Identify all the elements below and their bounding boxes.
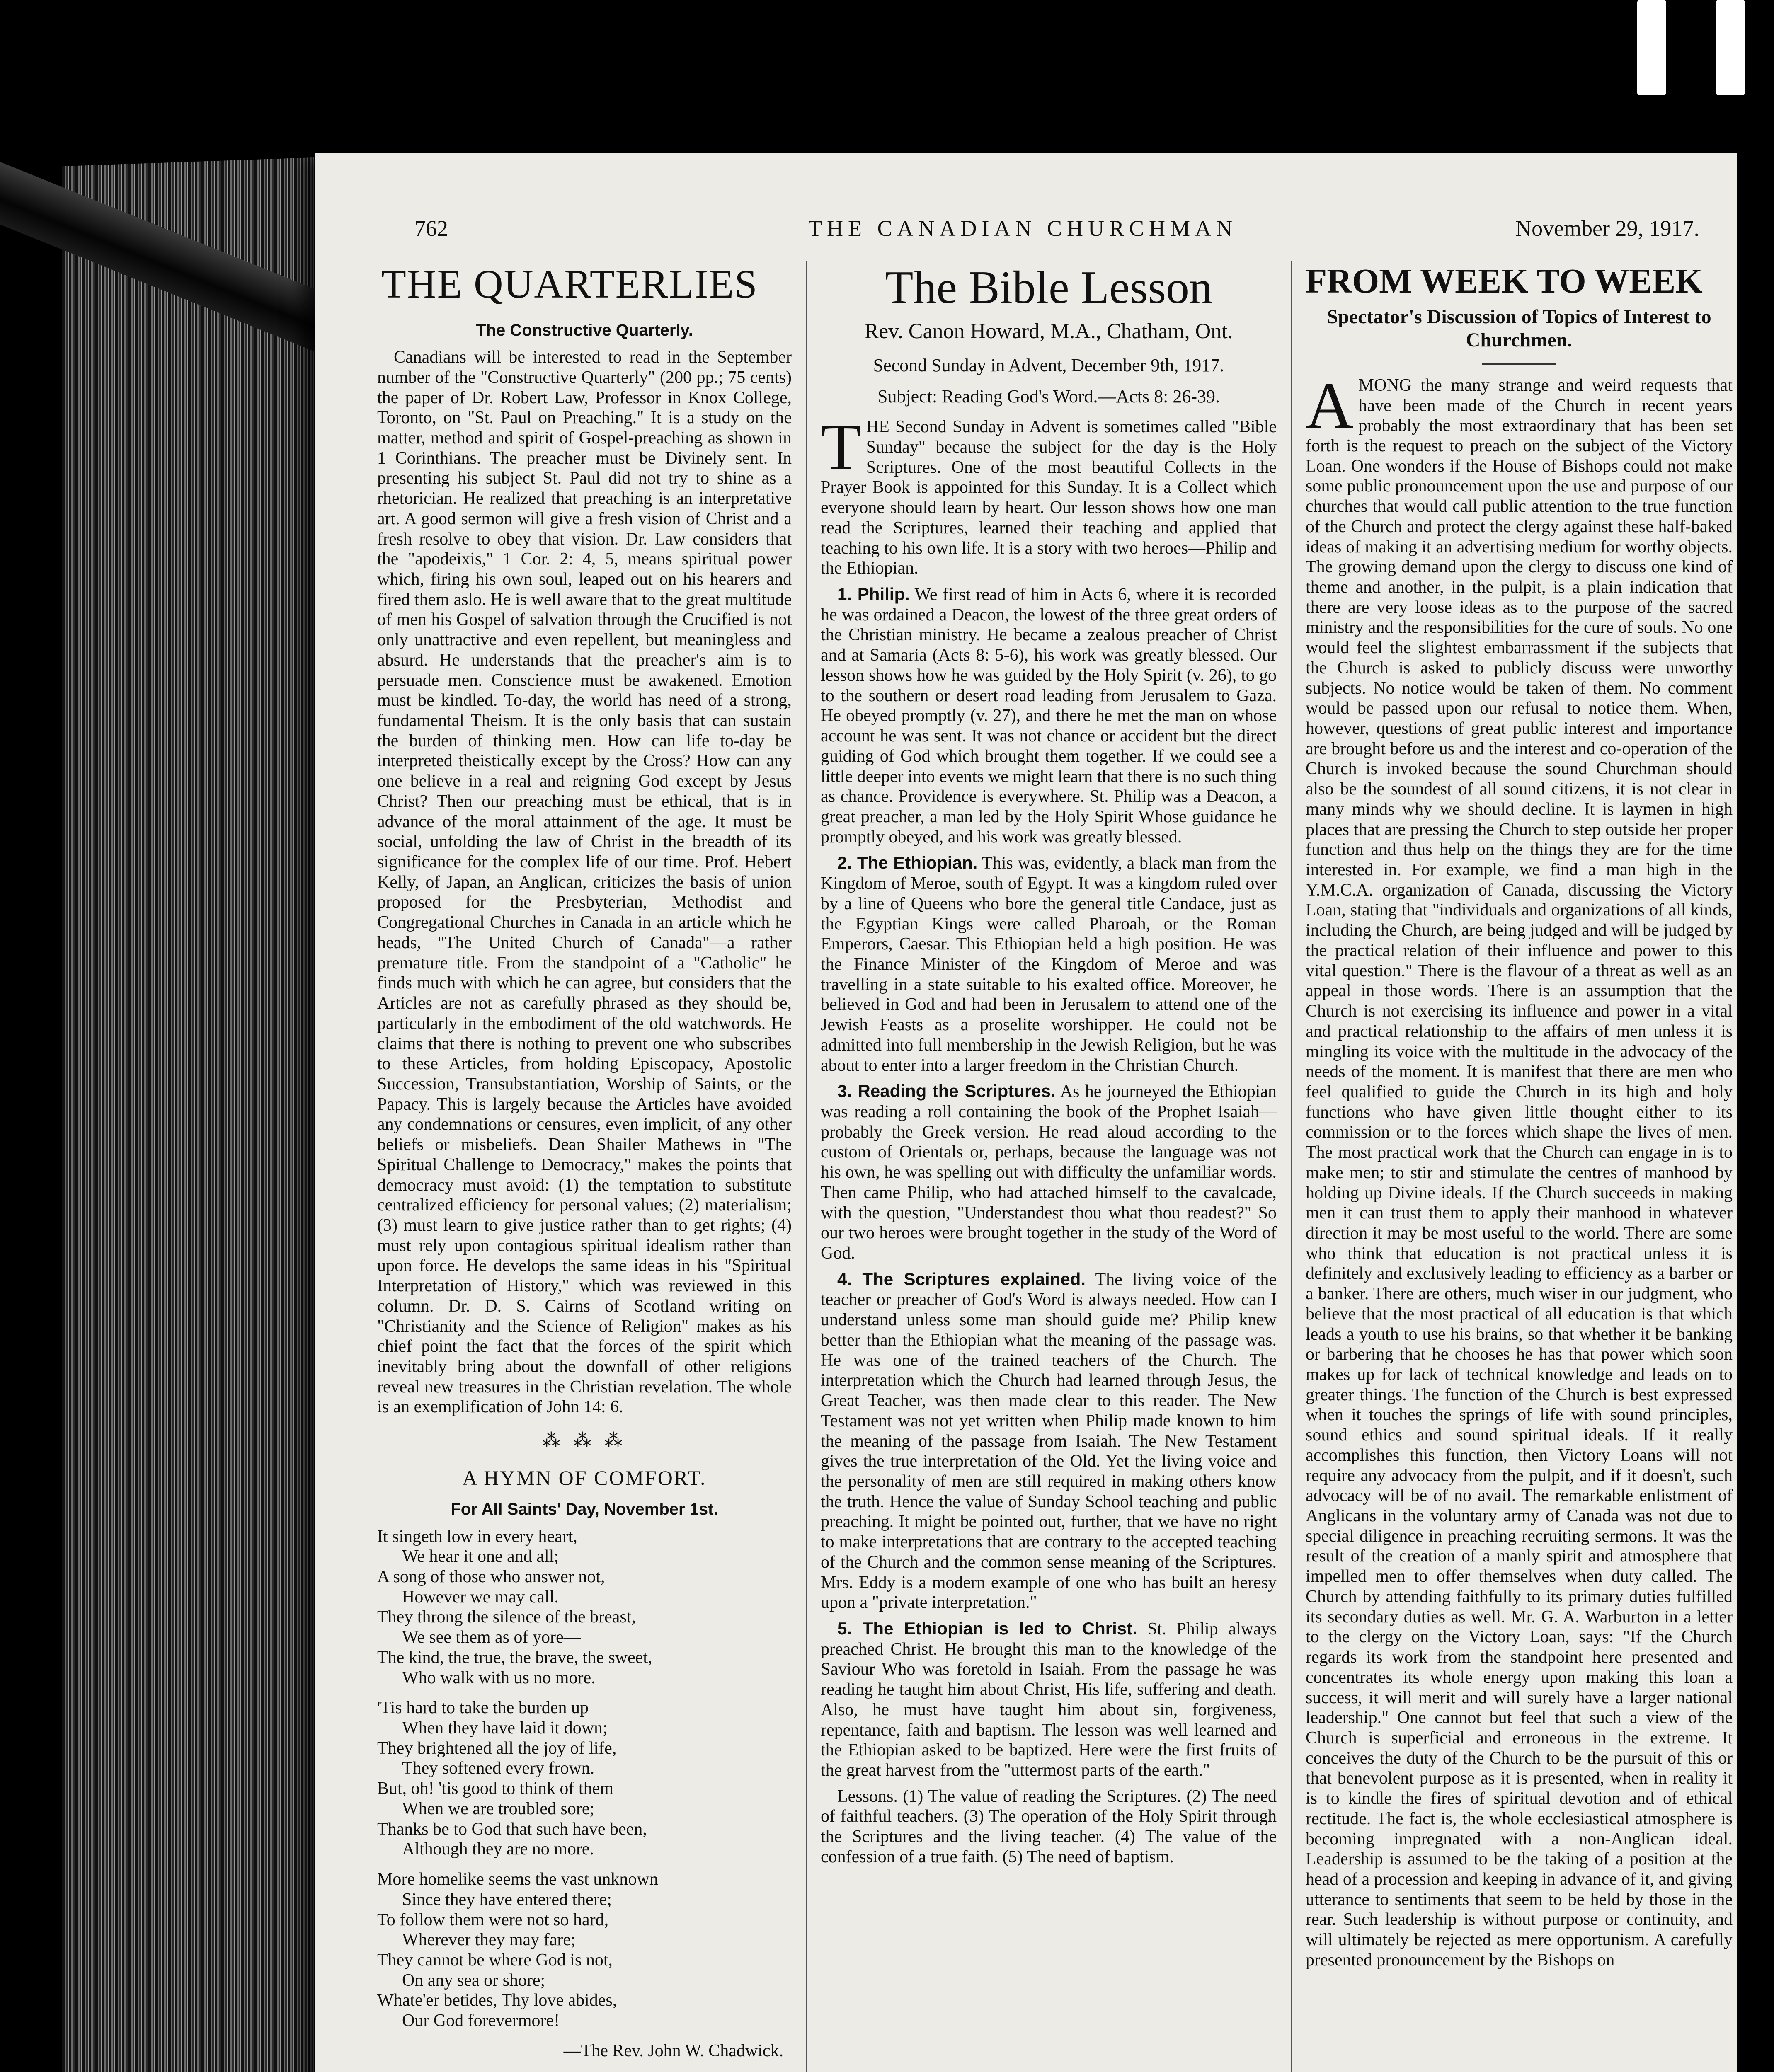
- section-label: 1. Philip.: [837, 584, 910, 604]
- verse-line: To follow them were not so hard,: [377, 1910, 609, 1929]
- verse-line: However we may call.: [402, 1587, 559, 1607]
- drop-cap: A: [1306, 368, 1354, 442]
- lesson-section: 2. The Ethiopian. This was, evidently, a black man from the Kingdom of Meroe, south of Egypt. It was a kingdom ruled over by a line of Queens who bore the general title Candace, just as the Egyptian Kings were called Pharoah, or the Roman Emperors, Caesar. This Ethiopian held a high position. He was the Finance Minister of the Kingdom of Meroe and was travelling in a state suitable to his exalted office. Moreover, he believed in God and had been in Jerusalem to attend one of the Jewish Feasts as a proselite worshipper. He could not be admitted into full membership in the Jewish Religion, but he was about to enter into a larger freedom in the Christian Church.: [821, 853, 1277, 1075]
- verse-line: On any sea or shore;: [402, 1970, 545, 1990]
- hymn-stanza: [377, 1698, 792, 1859]
- lesson-section: 5. The Ethiopian is led to Christ. St. Philip always preached Christ. He brought this man to the knowledge of the Saviour Who was foretold in Isaiah. From the passage he was reading he taught him about Christ, His life, suffering and death. Also, he must have taught him about sin, forgiveness, repentance, faith and baptism. The lesson was well learned and the Ethiopian asked to be baptized. Here were the first fruits of the great harvest from the "uttermost parts of the earth.": [821, 1618, 1277, 1780]
- hymn-stanza: [377, 1527, 792, 1688]
- lesson-section: 1. Philip. We first read of him in Acts 6, where it is recorded he was ordained a Deacon, the lowest of the three great orders of the Christian ministry. He became a zealous preacher of Christ and at Samaria (Acts 8: 5-6), his work was greatly blessed. Our lesson shows how he was guided by the Holy Spirit (v. 26), to go to the southern or desert road leading from Jerusalem to Gaza. He obeyed promptly (v. 27), and there he met the man on whose account he was sent. It was not chance or accident but the direct guiding of God which brought them together. If we could see a little deeper into events we might learn that there is no such thing as chance. Providence is everywhere. St. Philip was a Deacon, a great preacher, a man led by the Holy Spirit Whose guidance he promptly obeyed, and his work was greatly blessed.: [821, 584, 1277, 847]
- verse-line: It singeth low in every heart,: [377, 1527, 577, 1546]
- verse-line: Whate'er betides, Thy love abides,: [377, 1991, 617, 2010]
- quarterlies-subtitle: The Constructive Quarterly.: [476, 321, 693, 339]
- lesson-section: 3. Reading the Scriptures. As he journeyed the Ethiopian was reading a roll containing the book of the Prophet Isaiah—probably the Greek version. He read aloud according to the custom of Orientals or, perhaps, because the language was not his own, he was spelling out with difficulty the unfamiliar words. Then came Philip, who had attached himself to the cavalcade, with the question, "Understandest thou what thou readest?" So our two heroes were brought together in the study of the Word of God.: [821, 1081, 1277, 1263]
- lesson-section: 4. The Scriptures explained. The living voice of the teacher or preacher of God's Word is always needed. How can I understand unless some man should guide me? Philip knew better than the Ethiopian what the meaning of the passage was. He was one of the trained teachers of the Church. The interpretation which the Church had learned through Jesus, the Great Teacher, was then made clear to this reader. The New Testament was not yet written when Philip made known to him the meaning of the passage from Isaiah. The New Testament gives the true interpretation of the Old. Yet the living voice and the personality of men are still required in making others know the truth. Hence the value of Sunday School teaching and public preaching. It might be pointed out, further, that we have no right to make interpretations that are contrary to the accepted teaching of the Church and the common sense meaning of the Scriptures. Mrs. Eddy is a modern example of one who has built an heresy upon a "private interpretation.": [821, 1269, 1277, 1612]
- column-divider: [806, 261, 807, 2072]
- bible-lesson-title: The Bible Lesson: [885, 262, 1213, 313]
- column-week-to-week: [1306, 261, 1733, 1975]
- verse-line: Since they have entered there;: [402, 1890, 612, 1909]
- section-label: 3. Reading the Scriptures.: [837, 1081, 1056, 1101]
- quarterlies-paragraph: Canadians will be interested to read in the September number of the "Constructive Quarterly" (200 pp.; 75 cents) the paper of Dr. Robert Law, Professor in Knox College, Toronto, on "St. Paul on Preaching." It is a study on the matter, method and spirit of Gospel-preaching as shown in 1 Corinthians. The preacher must be Divinely sent. In presenting his subject St. Paul did not try to shine as a rhetorician. He realized that preaching is an interpretative art. A good sermon will give a fresh vision of Christ and a fresh resolve to obey that vision. Dr. Law considers that the "apodeixis," 1 Cor. 2: 4, 5, means spiritual power which, firing his own soul, leaped out on his hearers and fired them aslo. He is well aware that to the great multitude of men his Gospel of salvation through the Crucified is not only unattractive and even repellent, but meaningless and absurd. He understands that the preacher's aim is to persuade men. Conscience must be awakened. Emotion must be kindled. To-day, the world has need of a strong, fundamental Theism. It is the only basis that can sustain the burden of thinking men. How can life to-day be interpreted theistically except by the Cross? How can any one believe in a real and reigning God except by Jesus Christ? Then our preaching must be ethical, that is in advance of the moral attainment of the age. It must be social, unfolding the law of Christ in the breadth of its significance for the complex life of our time. Prof. Hebert Kelly, of Japan, an Anglican, criticizes the basis of union proposed for the Presbyterian, Methodist and Congregational Churches in Canada in an article which he heads, "The United Church of Canada"—a rather premature title. From the standpoint of a "Catholic" he finds much with which he can agree, but considers that the Articles are not as carefully phrased as they should be, particularly in the embodiment of the old watchwords. He claims that there is nothing to prevent one who subscribes to these Articles, from holding Episcopacy, Apostolic Succession, Transubstantiation, Worship of Saints, or the Papacy. This is largely because the Articles have avoided any condemnations or censures, even implicit, of any other beliefs or misbeliefs. Dean Shailer Mathews in "The Spiritual Challenge to Democracy," makes the points that democracy must avoid: (1) the temptation to substitute centralized efficiency for personal values; (2) materialism; (3) must learn to give justice rather than to get rights; (4) must rely upon contagious spiritual idealism rather than upon force. He develops the same ideas in his "Spiritual Interpretation of History," which was reviewed in this column. Dr. D. S. Cairns of Scotland writing on "Christianity and the Science of Religion" makes as his chief point the fact that the forces of the spirit which inevitably bring about the downfall of other religions reveal new treasures in the Christian revelation. The whole is an exemplification of John 14: 6.: [377, 348, 792, 1417]
- week-to-week-title: FROM WEEK TO WEEK: [1306, 262, 1703, 300]
- hymn-subtitle: For All Saints' Day, November 1st.: [451, 1500, 718, 1519]
- column-divider: [1291, 261, 1292, 2072]
- verse-line: They brightened all the joy of life,: [377, 1738, 617, 1758]
- week-to-week-subtitle: Spectator's Discussion of Topics of Interest to Churchmen.: [1327, 306, 1711, 351]
- hymn-stanza: [377, 1869, 792, 2031]
- verse-line: Who walk with us no more.: [402, 1668, 596, 1687]
- bible-lesson-intro: THE Second Sunday in Advent is sometimes called "Bible Sunday" because the subject for the day is the Holy Scriptures. One of the most beautiful Collects in the Prayer Book is appointed for this Sunday. It is a Collect which everyone should learn by heart. Our lesson shows how one man read the Scriptures, learned their teaching and applied that teaching to his own life. It is a story with two heroes—Philip and the Ethiopian.: [821, 410, 1277, 578]
- verse-line: Wherever they may fare;: [402, 1930, 576, 1950]
- quarterlies-title: THE QUARTERLIES: [381, 262, 758, 307]
- verse-line: A song of those who answer not,: [377, 1567, 605, 1587]
- verse-line: Although they are no more.: [402, 1840, 594, 1859]
- verse-line: When we are troubled sore;: [402, 1799, 595, 1818]
- lesson-summary: Lessons. (1) The value of reading the Scriptures. (2) The need of faithful teachers. (3) The operation of the Holy Spirit through the Scriptures and the living teacher. (4) The value of the confession of a true faith. (5) The need of baptism.: [821, 1786, 1277, 1866]
- section-label: 4. The Scriptures explained.: [837, 1269, 1086, 1289]
- bound-volume-page-edges: [62, 157, 327, 2072]
- drop-cap: T: [821, 410, 861, 484]
- verse-line: More homelike seems the vast unknown: [377, 1870, 658, 1889]
- section-label: 2. The Ethiopian.: [837, 853, 978, 873]
- section-label: 5. The Ethiopian is led to Christ.: [837, 1618, 1137, 1638]
- verse-line: They cannot be where God is not,: [377, 1950, 613, 1970]
- verse-line: We see them as of yore—: [402, 1628, 581, 1647]
- verse-line: The kind, the true, the brave, the sweet,: [377, 1648, 652, 1667]
- scan-marker-top: [1629, 0, 1762, 95]
- column-bible-lesson: [821, 261, 1277, 1871]
- running-head: [315, 215, 1737, 249]
- hymn-title: A HYMN OF COMFORT.: [462, 1466, 707, 1490]
- bible-lesson-dateline: Second Sunday in Advent, December 9th, 1917.: [873, 355, 1224, 376]
- week-to-week-paragraph: AMONG the many strange and weird requests that have been made of the Church in recent years probably the most extraordinary that has been set forth is the request to preach on the subject of the Victory Loan. One wonders if the House of Bishops could not make some public pronouncement upon the use and purpose of our churches that would call public attention to the true function of the Church and protect the clergy against these half-baked ideas of making it an advertising medium for worthy objects. The growing demand upon the clergy to discuss one kind of theme and another, in the pulpit, is a plain indication that there are very loose ideas as to the purpose of the sacred ministry and the responsibilities for the cure of souls. No one would feel the slightest embarrassment if the subjects that the Church is asked to publicly discuss were unworthy subjects. No notice would be taken of them. No comment would be passed upon our refusal to notice them. When, however, questions of great public interest and importance are brought before us and the interest and co-operation of the Church is invoked because the sound Churchman should also be the soundest of all sound citizens, it is not clear in many minds why we should decline. It is laymen in high places that are pressing the Church to step outside her proper function and thus help on the things they are for the time interested in. For example, we find a man high in the Y.M.C.A. organization of Canada, discussing the Victory Loan, stating that "individuals and organizations of all kinds, including the Church, are being judged and will be judged by the practical relation of their influence and power to this vital question." There is the flavour of a threat as well as an appeal in those words. There is an assumption that the Church is not exercising its influence and power in a vital and practical relationship to the affairs of men unless it is mingling its voice with the multitude in the advocacy of the needs of the moment. It is manifest that there are men who feel qualified to guide the Church in its high and holy functions who have given little thought either to its commission or to the forces which shape the lives of men. The most practical work that the Church can engage in is to make men; to stir and stimulate the centres of manhood by holding up Divine ideals. If the Church succeeds in making men it can trust them to apply their manhood in whatever direction it may be most useful to the world. There are some who think that education is not practical unless it is definitely and exclusively leading to efficiency as a barber or a banker. There are others, much wiser in our judgment, who believe that the most practical of all education is that which leads a youth to use his brains, so that whether it be banking or barbering that he chooses he has that power which soon makes up for lack of technical knowledge and leads on to greater things. The function of the Church is best expressed when it touches the springs of life with sound principles, sound ethics and sound spiritual ideals. If it really accomplishes this function, then Victory Loans will not require any advocacy from the pulpit, and if it doesn't, such advocacy will be of no avail. The remarkable enlistment of Anglicans in the voluntary army of Canada was not due to special diligence in preaching recruiting sermons. It was the result of the creation of a manly spirit and atmosphere that impelled men to offer themselves when duty called. The Church by attending faithfully to its primary duties fulfilled its secondary duties as well. Mr. G. A. Warburton in a letter to the clergy on the Victory Loan, says: "If the Church regards its work from the standpoint here presented and concentrates its whole energy upon making this loan a success, it will merit and will surely have a larger national leadership." One cannot but feel that such a view of the Church is superficial and erroneous in the extreme. It conceives the duty of the Church to be the pursuit of this or that benevolent purpose as it is presented, when in reality it is to kindle the fires of spiritual devotion and of ethical rectitude. The fact is, the whole ecclesiastical atmosphere is becoming impregnated with a non-Anglican ideal. Leadership is assumed to be the taking of a position at the head of a procession and keeping in advance of it, and giving utterance to sentiments that seem to be held by those in the rear. Such leadership is without purpose or continuity, and will ultimately be rejected as mere opportunism. A carefully presented pronouncement by the Bishops on: [1306, 368, 1733, 1970]
- divider: [1482, 363, 1556, 365]
- verse-line: Thanks be to God that such have been,: [377, 1819, 647, 1839]
- verse-line: When they have laid it down;: [402, 1719, 608, 1738]
- newspaper-page: [315, 153, 1737, 2072]
- bible-lesson-byline: Rev. Canon Howard, M.A., Chatham, Ont.: [864, 319, 1233, 343]
- verse-line: But, oh! 'tis good to think of them: [377, 1779, 613, 1798]
- section-ornament: ⁂ ⁂ ⁂: [542, 1430, 627, 1451]
- publication-title: THE CANADIAN CHURCHMAN: [808, 216, 1238, 241]
- verse-line: We hear it one and all;: [402, 1547, 559, 1566]
- bible-lesson-subject: Subject: Reading God's Word.—Acts 8: 26-39.: [877, 386, 1220, 407]
- verse-line: 'Tis hard to take the burden up: [377, 1698, 589, 1718]
- page-number: 762: [414, 216, 448, 241]
- issue-date: November 29, 1917.: [1515, 216, 1699, 241]
- verse-line: They softened every frown.: [402, 1759, 595, 1778]
- hymn-attribution: —The Rev. John W. Chadwick.: [563, 2041, 783, 2060]
- verse-line: They throng the silence of the breast,: [377, 1607, 636, 1627]
- verse-line: Our God forevermore!: [402, 2011, 560, 2031]
- column-quarterlies: [377, 261, 792, 2072]
